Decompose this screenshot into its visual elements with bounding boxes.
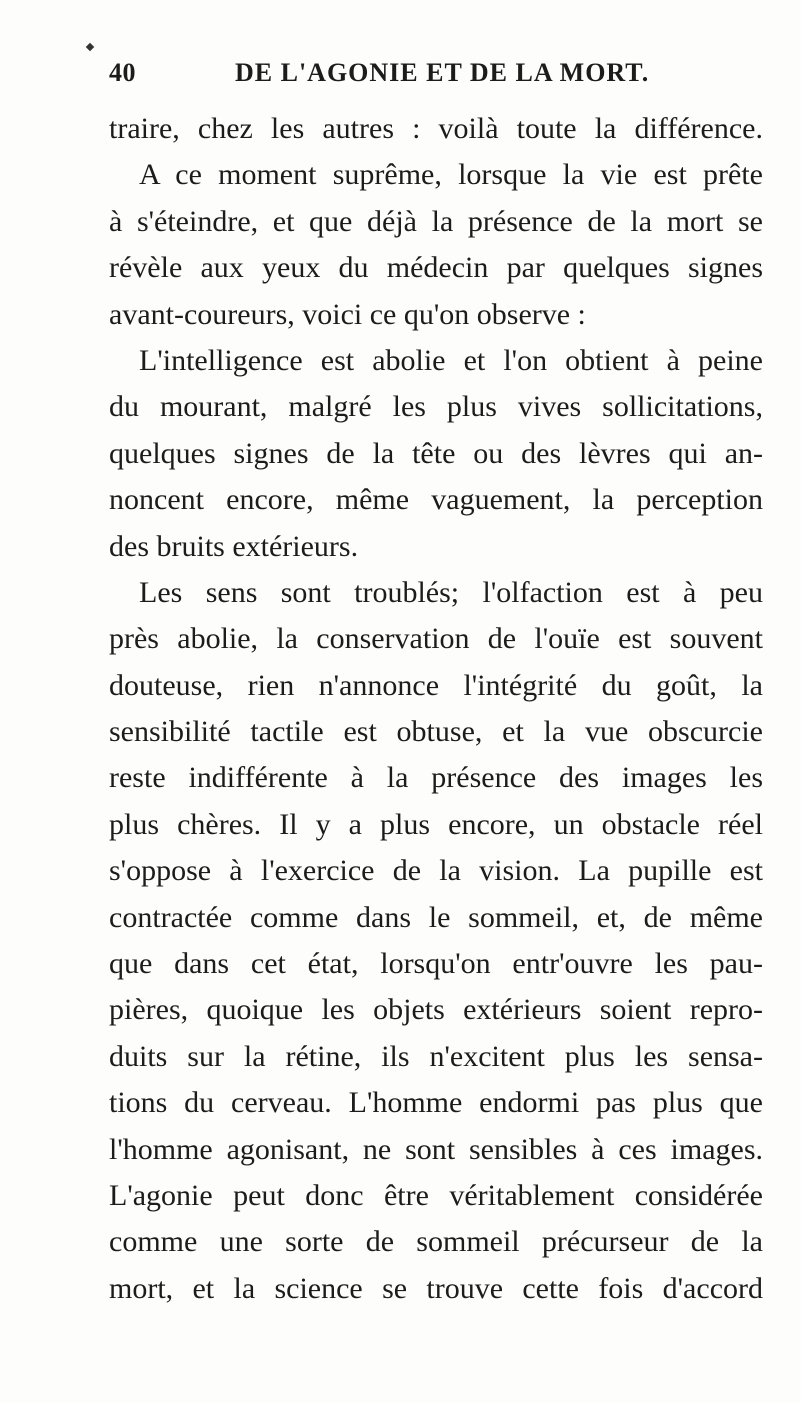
- text-line: des bruits extérieurs.: [109, 529, 359, 563]
- text-line: A ce moment suprême, lorsque la vie est prête: [139, 158, 763, 192]
- text-line: plus chères. Il y a plus encore, un obstacle réel: [109, 807, 763, 841]
- text-line: comme une sorte de sommeil précurseur de la: [109, 1225, 763, 1259]
- text-line: mort, et la science se trouve cette fois d'accord: [109, 1271, 763, 1305]
- text-line: l'homme agonisant, ne sont sensibles à ces images.: [109, 1132, 763, 1166]
- text-line: contractée comme dans le sommeil, et, de même: [109, 900, 763, 934]
- text-line: tions du cerveau. L'homme endormi pas plus que: [109, 1086, 763, 1120]
- margin-speck: [86, 43, 94, 51]
- text-line: noncent encore, même vaguement, la perception: [109, 483, 763, 517]
- text-line: L'intelligence est abolie et l'on obtient à peine: [139, 343, 763, 377]
- text-line: pières, quoique les objets extérieurs soient repro-: [109, 993, 763, 1027]
- page-number: 40: [109, 58, 136, 87]
- text-line: quelques signes de la tête ou des lèvres qui an-: [109, 436, 763, 470]
- text-line: reste indifférente à la présence des images les: [109, 761, 763, 795]
- text-line: duits sur la rétine, ils n'excitent plus les sensa-: [109, 1039, 763, 1073]
- text-line: douteuse, rien n'annonce l'intégrité du goût, la: [109, 668, 763, 702]
- text-line: s'oppose à l'exercice de la vision. La pupille est: [109, 854, 763, 888]
- running-head: [109, 58, 759, 98]
- text-line: avant-coureurs, voici ce qu'on observe :: [109, 297, 586, 331]
- text-line: à s'éteindre, et que déjà la présence de la mort se: [109, 204, 763, 238]
- text-line: que dans cet état, lorsqu'on entr'ouvre les pau-: [109, 947, 763, 981]
- running-title: DE L'AGONIE ET DE LA MORT.: [235, 58, 650, 87]
- text-line: près abolie, la conservation de l'ouïe est souvent: [109, 622, 763, 656]
- body-text: [109, 106, 763, 1312]
- text-line: traire, chez les autres : voilà toute la différence.: [109, 112, 763, 145]
- text-line: révèle aux yeux du médecin par quelques signes: [109, 251, 763, 285]
- text-line: L'agonie peut donc être véritablement considérée: [109, 1178, 763, 1212]
- text-line: du mourant, malgré les plus vives sollicitations,: [109, 390, 763, 424]
- text-line: Les sens sont troublés; l'olfaction est à peu: [139, 575, 763, 609]
- text-line: sensibilité tactile est obtuse, et la vue obscurcie: [109, 715, 763, 749]
